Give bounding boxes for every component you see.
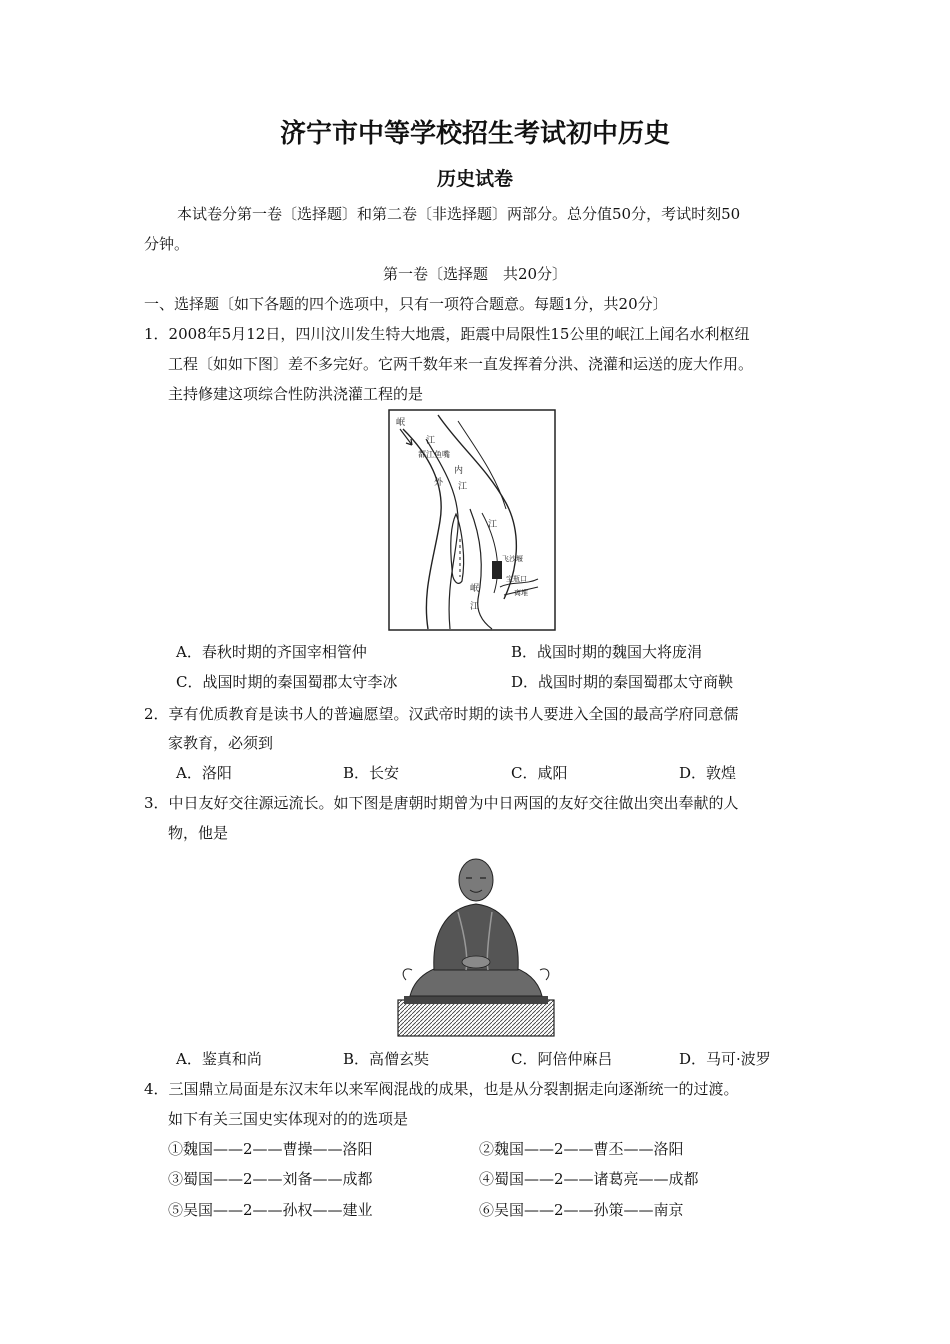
question-2-option-a: A．洛阳 [176, 764, 232, 782]
question-1-option-c: C．战国时期的秦国蜀郡太守李冰 [176, 673, 398, 691]
question-4-item-5: ⑤吴国——2——孙权——建业 [168, 1201, 373, 1219]
question-4-item-6: ⑥吴国——2——孙策——南京 [479, 1201, 684, 1219]
question-1-option-a: A．春秋时期的齐国宰相管仲 [176, 643, 367, 661]
question-3-line-2: 物，他是 [168, 824, 229, 842]
question-2-option-b: B．长安 [343, 764, 400, 782]
intro-line-1: 本试卷分第一卷〔选择题〕和第二卷〔非选择题〕两部分。总分值50分，考试时刻50 [177, 205, 741, 223]
question-2-option-c: C．咸阳 [511, 764, 568, 782]
question-1-option-d: D．战国时期的秦国蜀郡太守商鞅 [511, 673, 734, 691]
question-1-option-b: B．战国时期的魏国大将庞涓 [511, 643, 703, 661]
part-heading: 第一卷〔选择题 共20分〕 [382, 265, 568, 283]
map-label-min-2: 岷 [470, 584, 480, 594]
question-4-item-1: ①魏国——2——曹操——洛阳 [168, 1140, 373, 1158]
question-3-option-a: A．鉴真和尚 [176, 1050, 262, 1068]
page-title: 济宁市中等学校招生考试初中历史 [279, 119, 670, 149]
map-label-lidui: 离堆 [514, 589, 528, 597]
question-4-item-2: ②魏国——2——曹丕——洛阳 [479, 1140, 684, 1158]
question-1-line-1: 1．2008年5月12日，四川汶川发生特大地震，距震中局限性15公里的岷江上闻名水利枢纽 [144, 325, 750, 343]
question-1-line-3: 主持修建这项综合性防洪浇灌工程的是 [168, 385, 424, 403]
map-label-min-1: 岷 [396, 418, 406, 428]
question-3-option-c: C．阿倍仲麻吕 [511, 1050, 613, 1068]
map-label-jiang-4: 江 [470, 602, 480, 612]
question-4-line-1: 4．三国鼎立局面是东汉末年以来军阀混战的成果，也是从分裂割据走向逐渐统一的过渡。 [144, 1080, 739, 1098]
page-subtitle: 历史试卷 [436, 168, 513, 190]
question-2-line-2: 家教育，必须到 [168, 734, 274, 752]
question-1-line-2: 工程〔如如下图〕差不多完好。它两千数年来一直发挥着分洪、浇灌和运送的庞大作用。 [168, 355, 754, 373]
question-2-line-1: 2．享有优质教育是读书人的普遍愿望。汉武帝时期的读书人要进入全国的最高学府同意儒 [144, 705, 739, 723]
map-label-baopingkou: 宝瓶口 [506, 575, 527, 583]
question-4-item-4: ④蜀国——2——诸葛亮——成都 [479, 1170, 699, 1188]
map-label-jiang-1: 江 [426, 436, 436, 446]
intro-line-2: 分钟。 [144, 235, 190, 253]
map-label-feishayan: 飞沙堰 [502, 555, 523, 563]
map-label-nei: 内 [454, 466, 464, 476]
seated-monk-statue-image [396, 850, 556, 1038]
question-2-option-d: D．敦煌 [679, 764, 737, 782]
map-label-jiang-3: 江 [488, 520, 498, 530]
question-3-option-b: B．高僧玄奘 [343, 1050, 430, 1068]
map-label-yuzui: 都江鱼嘴 [418, 450, 450, 459]
map-label-jiang-2: 江 [458, 482, 468, 492]
question-3-line-1: 3．中日友好交往源远流长。如下图是唐朝时期曾为中日两国的友好交往做出突出奉献的人 [144, 794, 739, 812]
map-label-wai: 外 [434, 478, 444, 488]
question-3-option-d: D．马可·波罗 [679, 1050, 771, 1068]
question-4-item-3: ③蜀国——2——刘备——成都 [168, 1170, 373, 1188]
question-4-line-2: 如下有关三国史实体现对的的选项是 [168, 1110, 409, 1128]
dujiangyan-map [388, 409, 556, 631]
section-instructions: 一、选择题〔如下各题的四个选项中，只有一项符合题意。每题1分，共20分〕 [144, 295, 668, 313]
